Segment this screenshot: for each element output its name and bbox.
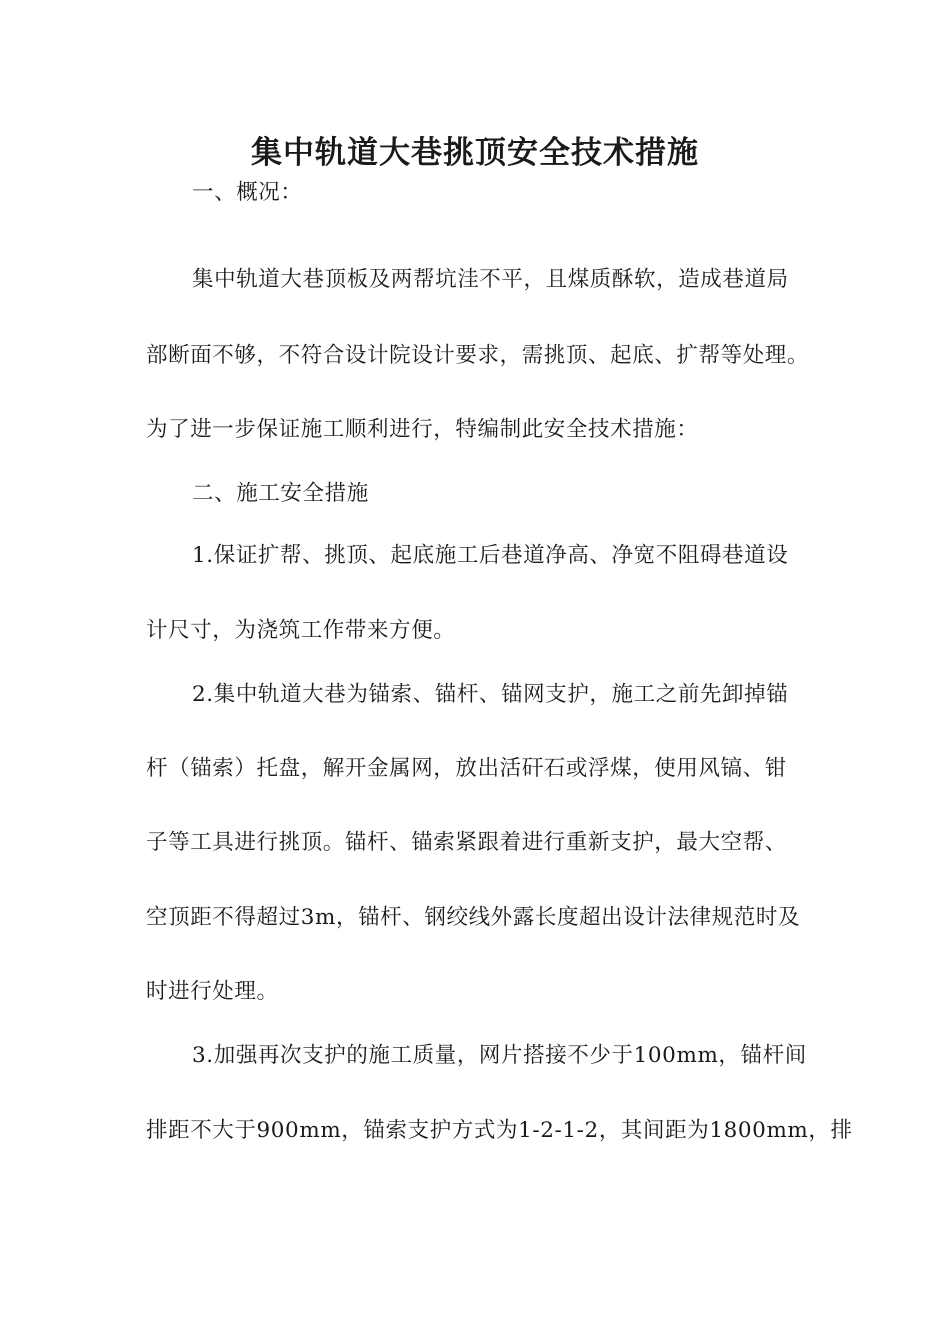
list-item-2-line: 2.集中轨道大巷为锚索、锚杆、锚网支护，施工之前先卸掉锚	[192, 682, 789, 707]
list-item-1-line: 1.保证扩帮、挑顶、起底施工后巷道净高、净宽不阻碍巷道设	[192, 543, 789, 568]
document-title: 集中轨道大巷挑顶安全技术措施	[251, 135, 699, 171]
paragraph-line: 为了进一步保证施工顺利进行，特编制此安全技术措施：	[146, 417, 699, 442]
list-item-2-line: 子等工具进行挑顶。锚杆、锚索紧跟着进行重新支护，最大空帮、	[146, 830, 787, 855]
paragraph-line: 集中轨道大巷顶板及两帮坑洼不平，且煤质酥软，造成巷道局	[192, 267, 789, 292]
list-item-1-line: 计尺寸，为浇筑工作带来方便。	[146, 618, 456, 643]
list-item-2-line: 时进行处理。	[146, 979, 279, 1004]
section-heading-overview: 一、概况：	[192, 180, 303, 205]
section-heading-safety: 二、施工安全措施	[192, 481, 369, 506]
list-item-2-line: 空顶距不得超过3m，锚杆、钢绞线外露长度超出设计法律规范时及	[146, 905, 801, 930]
list-item-2-line: 杆（锚索）托盘，解开金属网，放出活矸石或浮煤，使用风镐、钳	[146, 756, 787, 781]
list-item-3-line: 排距不大于900mm，锚索支护方式为1-2-1-2，其间距为1800mm，排	[146, 1118, 853, 1143]
list-item-3-line: 3.加强再次支护的施工质量，网片搭接不少于100mm，锚杆间	[192, 1043, 807, 1068]
paragraph-line: 部断面不够，不符合设计院设计要求，需挑顶、起底、扩帮等处理。	[146, 343, 810, 368]
